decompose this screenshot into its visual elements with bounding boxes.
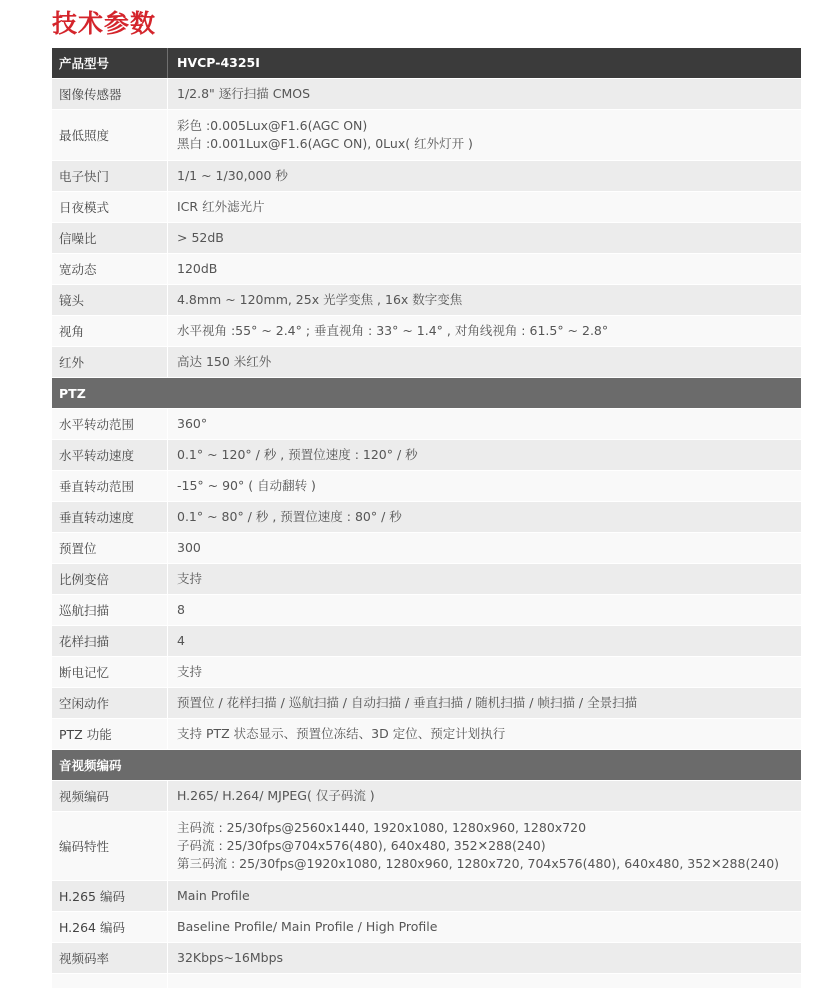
page-title: 技术参数 [52, 9, 157, 38]
spec-value-line: 第三码流 : 25/30fps@1920x1080, 1280x960, 1280x720, 704x576(480), 640x480, 352✕288(240) [177, 856, 780, 871]
spec-value [168, 477, 801, 495]
section-title: 音视频编码 [59, 758, 122, 773]
spec-value-line: 120dB [177, 261, 218, 276]
spec-value-line: 彩色 :0.005Lux@F1.6(AGC ON) [177, 118, 368, 133]
spec-value [168, 85, 801, 103]
spec-value [168, 117, 801, 153]
spec-value [168, 353, 801, 371]
spec-label: 视角 [52, 316, 168, 346]
table-row-partial [52, 974, 801, 989]
spec-value-line: 支持 PTZ 状态显示、预置位冻结、3D 定位、预定计划执行 [177, 726, 506, 741]
spec-table [52, 48, 801, 989]
table-row [52, 161, 801, 192]
spec-label: H.265 编码 [52, 881, 168, 911]
spec-value [168, 819, 801, 873]
spec-value-line: 8 [177, 602, 185, 617]
spec-value-line: Baseline Profile/ Main Profile / High Profile [177, 919, 438, 934]
spec-value-line: 水平视角 :55° ~ 2.4° ; 垂直视角 : 33° ~ 1.4° , 对角线视角 : 61.5° ~ 2.8° [177, 323, 609, 338]
header-value: HVCP-4325I [177, 55, 260, 70]
spec-label: 编码特性 [52, 812, 168, 880]
spec-value [168, 508, 801, 526]
spec-value [168, 415, 801, 433]
table-row [52, 719, 801, 750]
spec-value [168, 694, 801, 712]
table-row [52, 912, 801, 943]
spec-label: 断电记忆 [52, 657, 168, 687]
spec-label: 预置位 [52, 533, 168, 563]
spec-value-line: 支持 [177, 571, 203, 586]
spec-label: 视频码率 [52, 943, 168, 973]
spec-value [168, 198, 801, 216]
table-header-row [52, 48, 801, 79]
spec-label: 日夜模式 [52, 192, 168, 222]
spec-label: 镜头 [52, 285, 168, 315]
spec-value-line: 预置位 / 花样扫描 / 巡航扫描 / 自动扫描 / 垂直扫描 / 随机扫描 / 帧扫描 / 全景扫描 [177, 695, 638, 710]
spec-value [168, 322, 801, 340]
table-row [52, 595, 801, 626]
section-header-ptz [52, 378, 801, 409]
spec-value [168, 887, 801, 905]
spec-value [168, 949, 801, 967]
spec-label: 电子快门 [52, 161, 168, 191]
spec-label: 视频编码 [52, 781, 168, 811]
spec-label: 宽动态 [52, 254, 168, 284]
spec-label: 图像传感器 [52, 79, 168, 109]
table-row [52, 564, 801, 595]
spec-value-line: 1/2.8" 逐行扫描 CMOS [177, 86, 311, 101]
spec-value [168, 167, 801, 185]
section-title: PTZ [59, 385, 86, 401]
spec-label: 比例变倍 [52, 564, 168, 594]
table-row [52, 79, 801, 110]
spec-value [168, 787, 801, 805]
table-row [52, 440, 801, 471]
spec-value [168, 229, 801, 247]
spec-value-line: Main Profile [177, 888, 250, 903]
table-row [52, 409, 801, 440]
spec-label: 信噪比 [52, 223, 168, 253]
table-row [52, 254, 801, 285]
spec-label: 空闲动作 [52, 688, 168, 718]
spec-value-line: > 52dB [177, 230, 224, 245]
table-row [52, 781, 801, 812]
spec-value-line: 300 [177, 540, 201, 555]
spec-value-line: 0.1° ~ 80° / 秒 , 预置位速度 : 80° / 秒 [177, 509, 402, 524]
spec-value [168, 918, 801, 936]
spec-value-line: 黑白 :0.001Lux@F1.6(AGC ON), 0Lux( 红外灯开 ) [177, 136, 473, 151]
spec-label: PTZ 功能 [52, 719, 168, 749]
spec-value [168, 291, 801, 309]
header-label: 产品型号 [52, 48, 168, 78]
spec-value-line: ICR 红外滤光片 [177, 199, 265, 214]
spec-label: 水平转动范围 [52, 409, 168, 439]
table-row [52, 502, 801, 533]
spec-value-line: 4 [177, 633, 185, 648]
table-row [52, 881, 801, 912]
spec-value-line: 0.1° ~ 120° / 秒 , 预置位速度 : 120° / 秒 [177, 447, 418, 462]
spec-value-line: 支持 [177, 664, 203, 679]
table-row [52, 471, 801, 502]
spec-value [168, 539, 801, 557]
table-row [52, 626, 801, 657]
spec-value-line: 子码流 : 25/30fps@704x576(480), 640x480, 352✕288(240) [177, 838, 546, 853]
spec-value-line: 1/1 ~ 1/30,000 秒 [177, 168, 288, 183]
table-row [52, 657, 801, 688]
spec-label: 最低照度 [52, 110, 168, 160]
spec-value-line: 360° [177, 416, 208, 431]
spec-label: 巡航扫描 [52, 595, 168, 625]
spec-value [168, 725, 801, 743]
table-row [52, 192, 801, 223]
section-header-av-encoding [52, 750, 801, 781]
spec-value-line: 主码流 : 25/30fps@2560x1440, 1920x1080, 1280x960, 1280x720 [177, 820, 587, 835]
spec-value [168, 601, 801, 619]
spec-label: 水平转动速度 [52, 440, 168, 470]
spec-label: 垂直转动速度 [52, 502, 168, 532]
spec-value-line: 高达 150 米红外 [177, 354, 272, 369]
spec-value-line: 4.8mm ~ 120mm, 25x 光学变焦 , 16x 数字变焦 [177, 292, 463, 307]
spec-label: H.264 编码 [52, 912, 168, 942]
spec-label: 花样扫描 [52, 626, 168, 656]
table-row [52, 688, 801, 719]
table-row [52, 316, 801, 347]
table-row [52, 110, 801, 161]
spec-value-line: 32Kbps~16Mbps [177, 950, 284, 965]
spec-label: 红外 [52, 347, 168, 377]
spec-value-line: -15° ~ 90° ( 自动翻转 ) [177, 478, 316, 493]
spec-value-line: H.265/ H.264/ MJPEG( 仅子码流 ) [177, 788, 375, 803]
spec-value [168, 260, 801, 278]
table-row [52, 223, 801, 254]
spec-value [168, 632, 801, 650]
table-row [52, 533, 801, 564]
spec-value [168, 663, 801, 681]
table-row [52, 285, 801, 316]
table-row [52, 812, 801, 881]
spec-label: 垂直转动范围 [52, 471, 168, 501]
spec-value [168, 446, 801, 464]
table-row [52, 347, 801, 378]
spec-value [168, 570, 801, 588]
